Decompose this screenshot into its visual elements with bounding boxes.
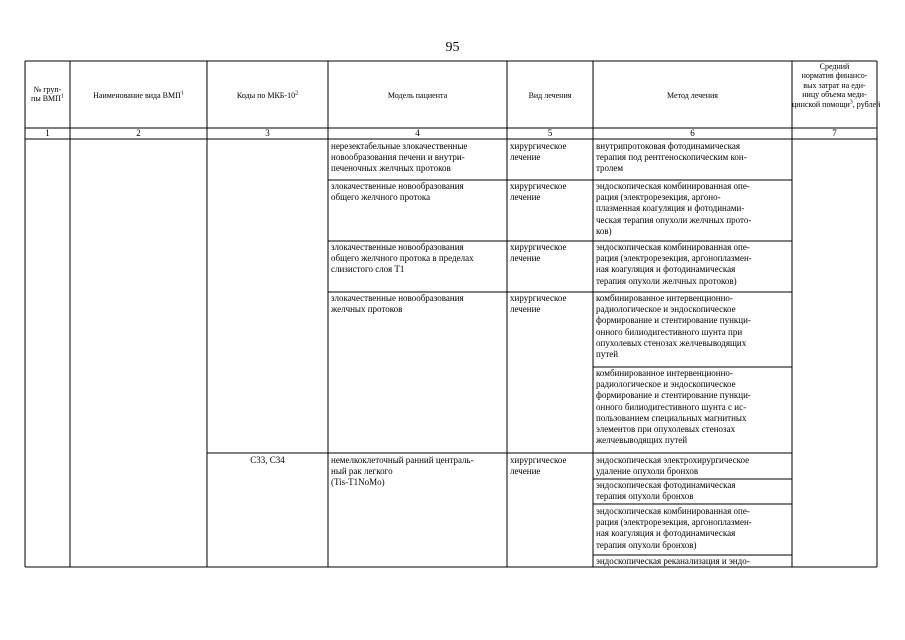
- header-icd-codes: Коды по МКБ-$10^2$: [236, 90, 299, 100]
- column-number: 7: [832, 128, 837, 138]
- column-number: 2: [136, 128, 141, 138]
- header-treatment-type: Вид лечения: [528, 91, 572, 100]
- treatment-type-cell: хирургическое лечение: [510, 455, 567, 477]
- header-group-number-line2: пы ВМП: [31, 94, 61, 104]
- treatment-method-cell: эндоскопическая реканализация и эндо-: [596, 556, 750, 566]
- header-vmp-name: Наименование вида ВМП$^1$: [93, 90, 184, 100]
- treatment-method-cell: эндоскопическая комбинированная опе- рация (электрорезекция, аргоно- плазменная коагуляция и фотодинами- ческая терапия опухоли желчных прото- ков): [596, 181, 752, 236]
- treatment-type-cell: хирургическое лечение: [510, 293, 567, 315]
- icd-code-cell: С33, С34: [250, 455, 285, 465]
- treatment-method-cell: эндоскопическая комбинированная опе- рация (электрорезекция, аргоноплазмен- ная коагуляция и фотодинамическая терапия опухоли бронхов): [596, 506, 752, 550]
- patient-model-cell: злокачественные новообразования желчных протоков: [331, 293, 464, 315]
- footnote-mark: 2: [295, 90, 299, 97]
- treatment-type-cell: хирургическое лечение: [510, 242, 567, 264]
- column-number: 5: [547, 128, 553, 138]
- patient-model-cell: немелкоклеточный ранний централь- ный рак легкого (Tis-T1NoMo): [331, 455, 474, 488]
- patient-model-cell: нерезектабельные злокачественные новообразования печени и внутри- печеночных желчных протоков: [331, 141, 468, 174]
- treatment-type-cell: хирургическое лечение: [510, 141, 567, 163]
- treatment-method-cell: комбинированное интервенционно- радиологическое и эндоскопическое формирование и стентирование пункци- онного билиодигестивного шунта при опухолевых стенозах желчевыводящих путей: [596, 293, 751, 360]
- header-cost-standard: Средний норматив финансо- вых затрат на еди- ницу объема меди- цинской помощи$^3$, рублей: [792, 62, 881, 109]
- column-number: 6: [690, 128, 695, 138]
- header-group-number-line1: № груп-: [33, 85, 62, 94]
- footnote-mark: 3: [849, 98, 853, 105]
- patient-model-cell: злокачественные новообразования общего желчного протока в пределах слизистого слоя Т1: [331, 242, 474, 275]
- header-treatment-method: Метод лечения: [667, 91, 718, 100]
- footnote-mark: 1: [180, 90, 184, 97]
- column-number: 4: [415, 128, 420, 138]
- treatment-method-cell: эндоскопическая электрохирургическое удаление опухоли бронхов: [596, 455, 750, 477]
- footnote-mark: 1: [60, 93, 64, 100]
- treatment-method-cell: эндоскопическая фотодинамическая терапия опухоли бронхов: [596, 480, 736, 502]
- treatment-method-cell: комбинированное интервенционно- радиологическое и эндоскопическое формирование и стентирование пункци- онного билиодигестивного шунта с ис- пользованием специальных магнитных элементов при опухолевых стенозах желчевыводящих путей: [596, 368, 751, 446]
- column-number: 1: [45, 128, 50, 138]
- header-group-number: [25, 85, 70, 104]
- treatment-type-cell: хирургическое лечение: [510, 181, 567, 203]
- header-patient-model: Модель пациента: [387, 91, 448, 100]
- page-number: 95: [445, 40, 460, 55]
- column-number: 3: [265, 128, 270, 138]
- treatment-method-cell: эндоскопическая комбинированная опе- рация (электрорезекция, аргоноплазмен- ная коагуляция и фотодинамическая терапия опухоли желчных протоков): [596, 242, 752, 286]
- patient-model-cell: злокачественные новообразования общего желчного протока: [331, 181, 464, 203]
- treatment-method-cell: внутрипротоковая фотодинамическая терапия под рентгеноскопическим кон- тролем: [596, 141, 747, 174]
